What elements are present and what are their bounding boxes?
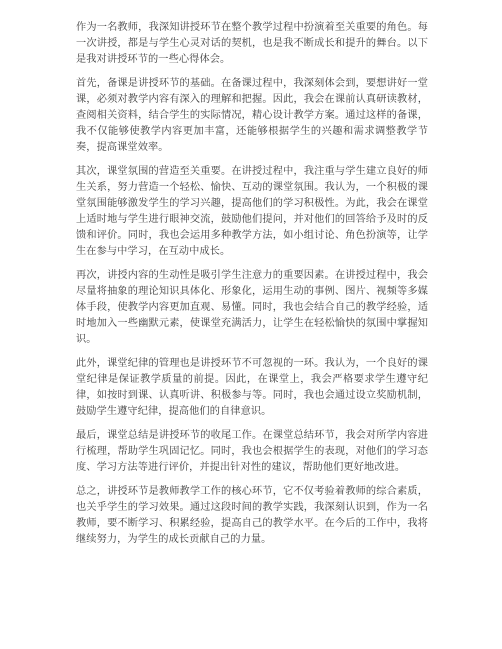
document-body (76, 20, 428, 556)
paragraph-classroom-atmosphere: 其次，课堂氛围的营造至关重要。在讲授过程中，我注重与学生建立良好的师生关系，努力营造一个轻松、愉快、互动的课堂氛围。我认为，一个积极的课堂氛围能够激发学生的学习兴趣，提高他们的学习积极性。为此，我会在课堂上适时地与学生进行眼神交流，鼓励他们提问，并对他们的回答给予及时的反馈和评价。同时，我也会运用多种教学方法，如小组讨论、角色扮演等，让学生在参与中学习，在互动中成长。 (76, 166, 428, 257)
paragraph-class-summary: 最后，课堂总结是讲授环节的收尾工作。在课堂总结环节，我会对所学内容进行梳理，帮助学生巩固记忆。同时，我也会根据学生的表现，对他们的学习态度、学习方法等进行评价，并提出针对性的建议，帮助他们更好地改进。 (76, 430, 428, 473)
paragraph-classroom-discipline: 此外，课堂纪律的管理也是讲授环节不可忽视的一环。我认为，一个良好的课堂纪律是保证教学质量的前提。因此，在课堂上，我会严格要求学生遵守纪律，如按时到课、认真听讲、积极参与等。同时，我也会通过设立奖励机制，鼓励学生遵守纪律，提高他们的自律意识。 (76, 358, 428, 417)
paragraph-lesson-preparation: 首先，备课是讲授环节的基础。在备课过程中，我深刻体会到，要想讲好一堂课，必须对教学内容有深入的理解和把握。因此，我会在课前认真研读教材，查阅相关资料，结合学生的实际情况，精心设计教学方案。通过这样的备课，我不仅能够使教学内容更加丰富，还能够根据学生的兴趣和需求调整教学节奏，提高课堂效率。 (76, 78, 428, 153)
paragraph-intro: 作为一名教师，我深知讲授环节在整个教学过程中扮演着至关重要的角色。每一次讲授，都是与学生心灵对话的契机，也是我不断成长和提升的舞台。以下是我对讲授环节的一些心得体会。 (76, 22, 428, 65)
paragraph-vivid-content: 再次，讲授内容的生动性是吸引学生注意力的重要因素。在讲授过程中，我会尽量将抽象的理论知识具体化、形象化，运用生动的事例、图片、视频等多媒体手段，使教学内容更加直观、易懂。同时，我也会结合自己的教学经验，适时地加入一些幽默元素，使课堂充满活力，让学生在轻松愉快的氛围中掌握知识。 (76, 270, 428, 345)
paragraph-conclusion: 总之，讲授环节是教师教学工作的核心环节，它不仅考验着教师的综合素质，也关乎学生的学习效果。通过这段时间的教学实践，我深刻认识到，作为一名教师，要不断学习、积累经验，提高自己的教学水平。在今后的工作中，我将继续努力，为学生的成长贡献自己的力量。 (76, 486, 428, 545)
